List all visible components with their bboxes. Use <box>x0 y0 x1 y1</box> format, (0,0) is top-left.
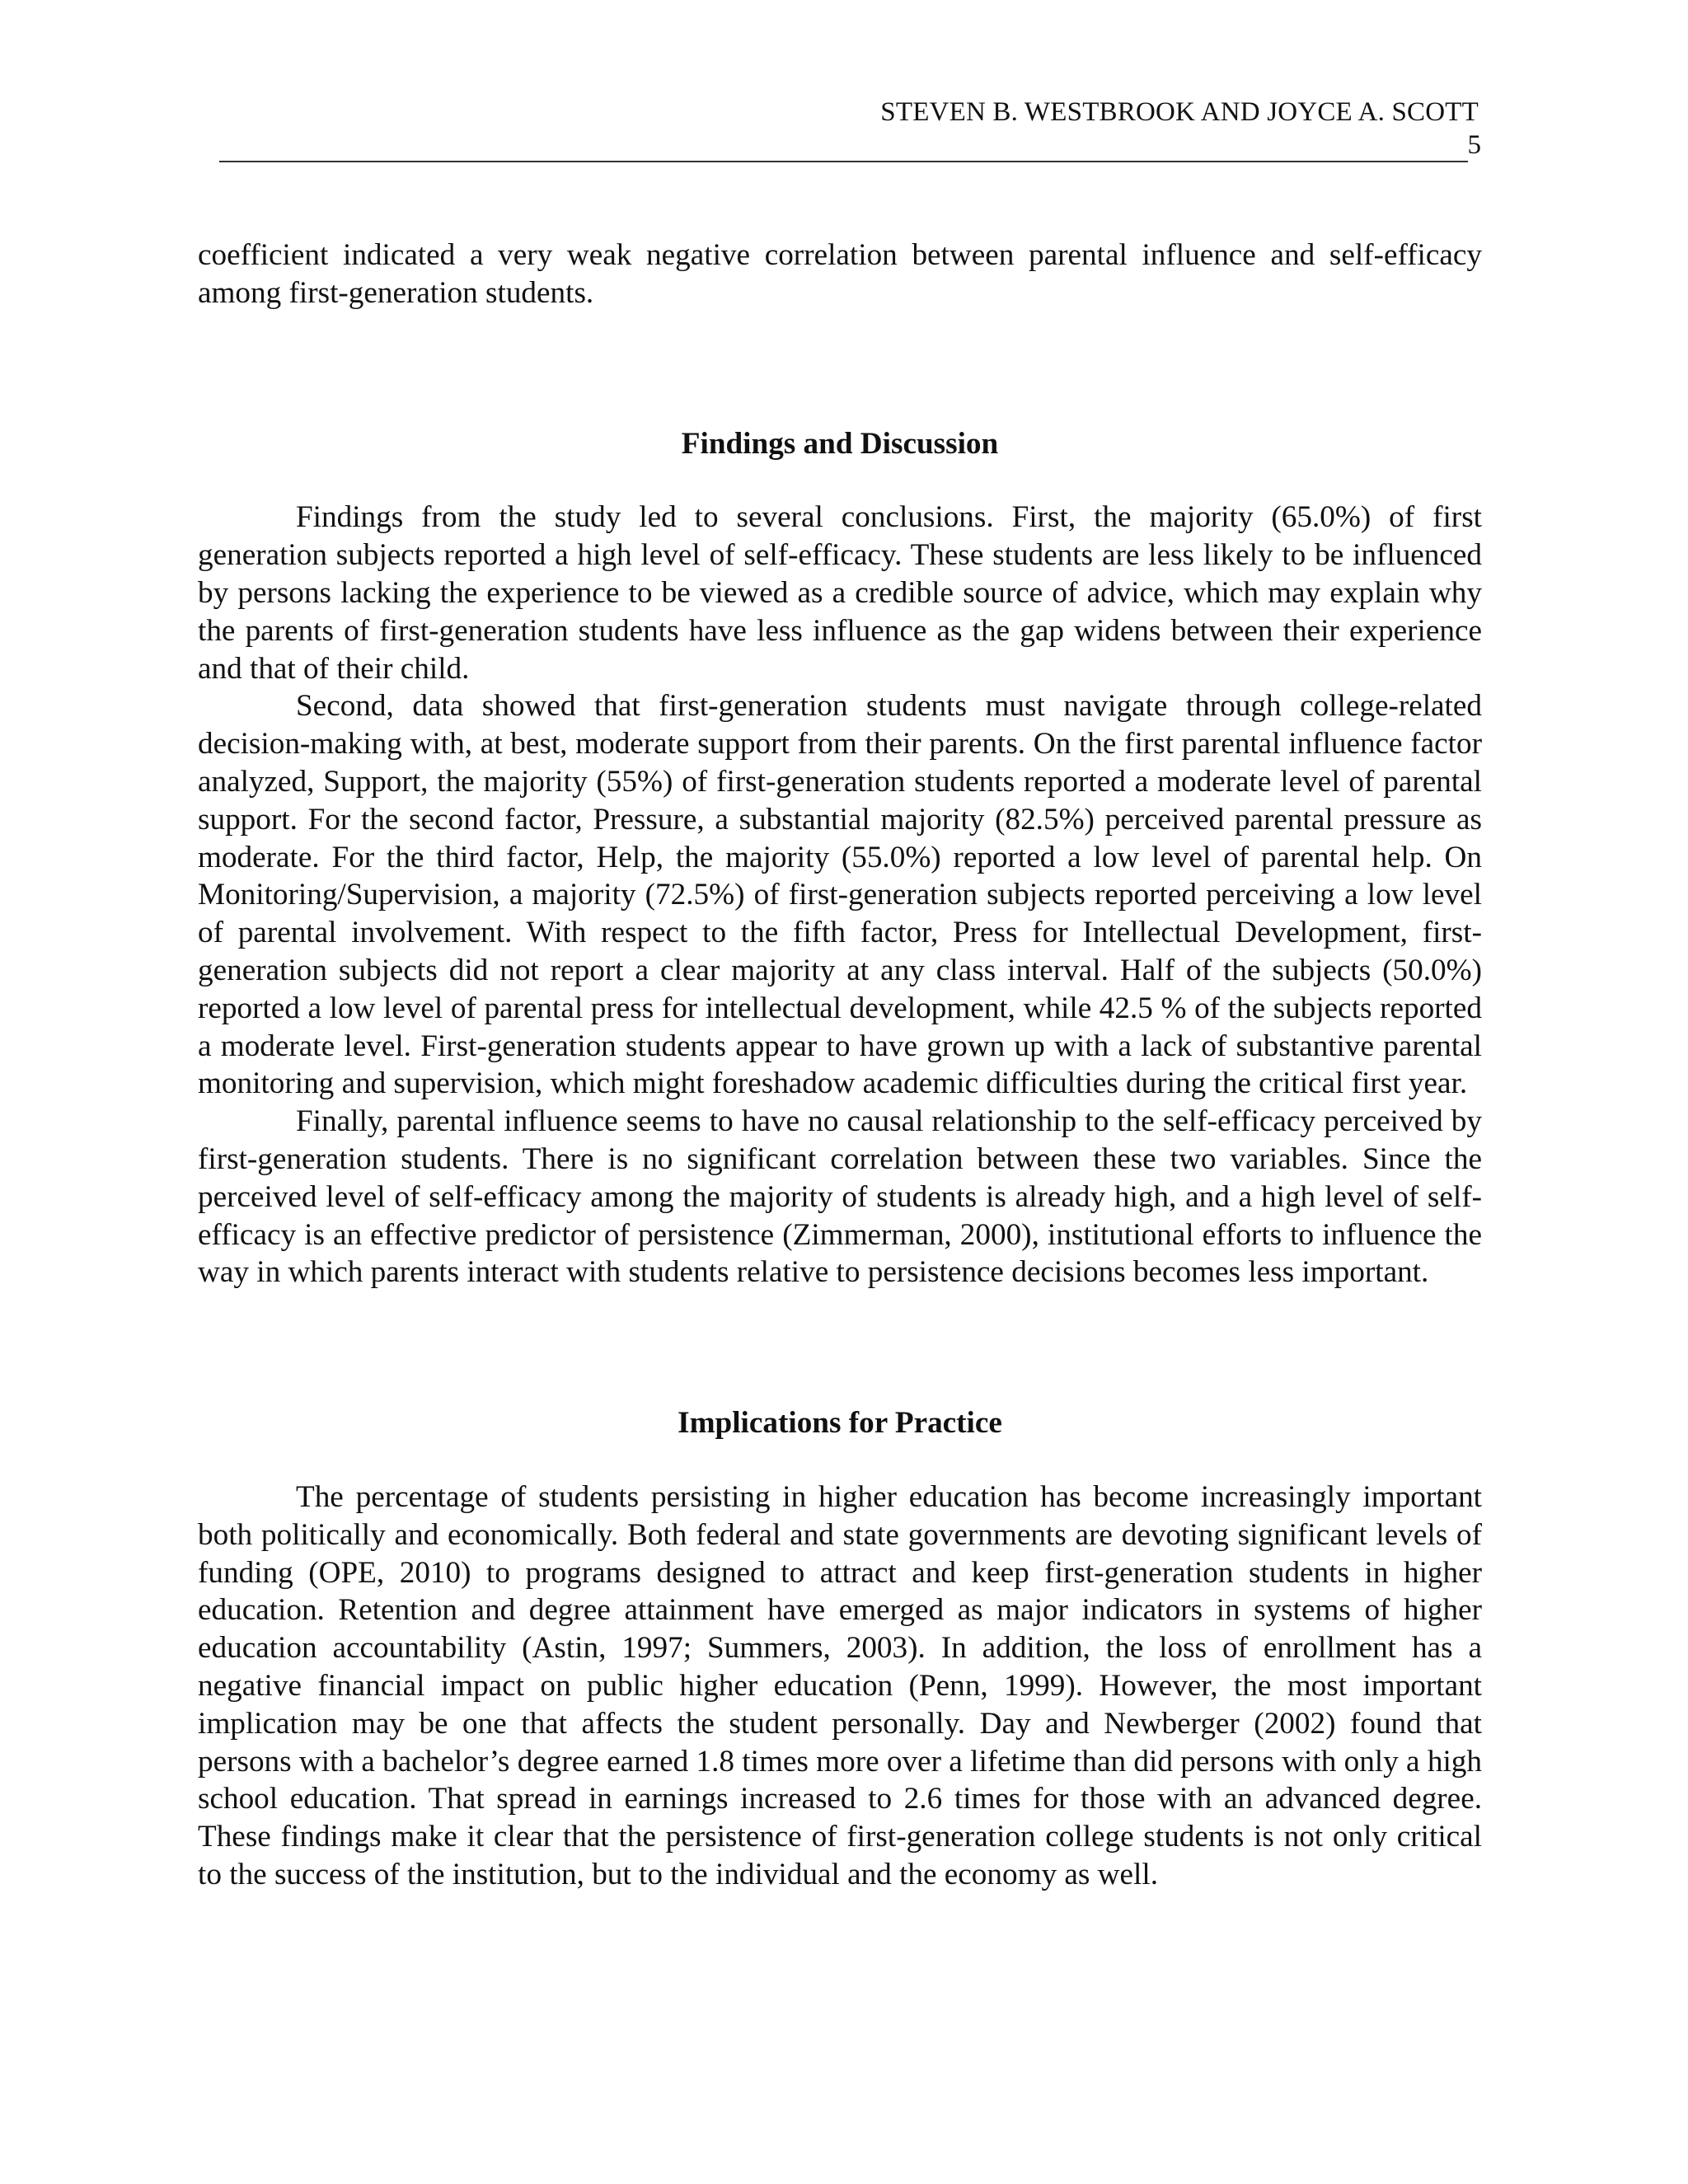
running-head-authors: STEVEN B. WESTBROOK AND JOYCE A. SCOTT <box>880 97 1479 127</box>
section-heading-findings: Findings and Discussion <box>681 426 999 461</box>
spacer <box>198 312 1482 425</box>
spacer <box>198 462 1482 499</box>
spacer <box>198 1442 1482 1479</box>
page-number: 5 <box>1467 130 1481 160</box>
paragraph-findings-1: Findings from the study led to several conclusions. First, the majority (65.0%) of first generation subjects reported a high level of self-efficacy. These students are less likely to be influenced by persons lacking the experience to be viewed as a credible source of advice, which may explain why the parents of first-generation students have less influence as the gap widens between their experience and that of their child. <box>198 500 1482 686</box>
continuation-paragraph: coefficient indicated a very weak negative correlation between parental influence and self-efficacy among first-generation students. <box>198 238 1482 310</box>
section-heading-implications: Implications for Practice <box>678 1406 1002 1441</box>
paragraph-implications-1: The percentage of students persisting in higher education has become increasingly important both politically and economically. Both federal and state governments are devoting significant levels of funding (OPE, 2010) to programs designed to attract and keep first-generation students in higher education. Retention and degree attainment have emerged as major indicators in systems of higher education accountability (Astin, 1997; Summers, 2003). In addition, the loss of enrollment has a negative financial impact on public higher education (Penn, 1999). However, the most important implication may be one that affects the student personally. Day and Newberger (2002) found that persons with a bachelor’s degree earned 1.8 times more over a lifetime than did persons with only a high school education. That spread in earnings increased to 2.6 times for those with an advanced degree. These findings make it clear that the persistence of first-generation college students is not only critical to the success of the institution, but to the individual and the economy as well. <box>198 1479 1482 1891</box>
spacer <box>198 1291 1482 1404</box>
paragraph-findings-2: Second, data showed that first-generation students must navigate through college-related decision-making with, at best, moderate support from their parents. On the first parental influence factor analyzed, Support, the majority (55%) of first-generation students reported a moderate level of parental support. For the second factor, Pressure, a substantial majority (82.5%) perceived parental pressure as moderate. For the third factor, Help, the majority (55.0%) reported a low level of parental help. On Monitoring/Supervision, a majority (72.5%) of first-generation subjects reported perceiving a low level of parental involvement. With respect to the fifth factor, Press for Intellectual Development, first-generation subjects did not report a clear majority at any class interval. Half of the subjects (50.0%) reported a low level of parental press for intellectual development, while 42.5 % of the subjects reported a moderate level. First-generation students appear to have grown up with a lack of substantive parental monitoring and supervision, which might foreshadow academic difficulties during the critical first year. <box>198 689 1482 1101</box>
body-text-column <box>198 237 1482 1894</box>
header-rule <box>219 161 1468 162</box>
paragraph-findings-3: Finally, parental influence seems to have no causal relationship to the self-efficacy perceived by first-generation students. There is no significant correlation between these two variables. Since the perceived level of self-efficacy among the majority of students is already high, and a high level of self-efficacy is an effective predictor of persistence (Zimmerman, 2000), institutional efforts to influence the way in which parents interact with students relative to persistence decisions becomes less important. <box>198 1104 1482 1290</box>
